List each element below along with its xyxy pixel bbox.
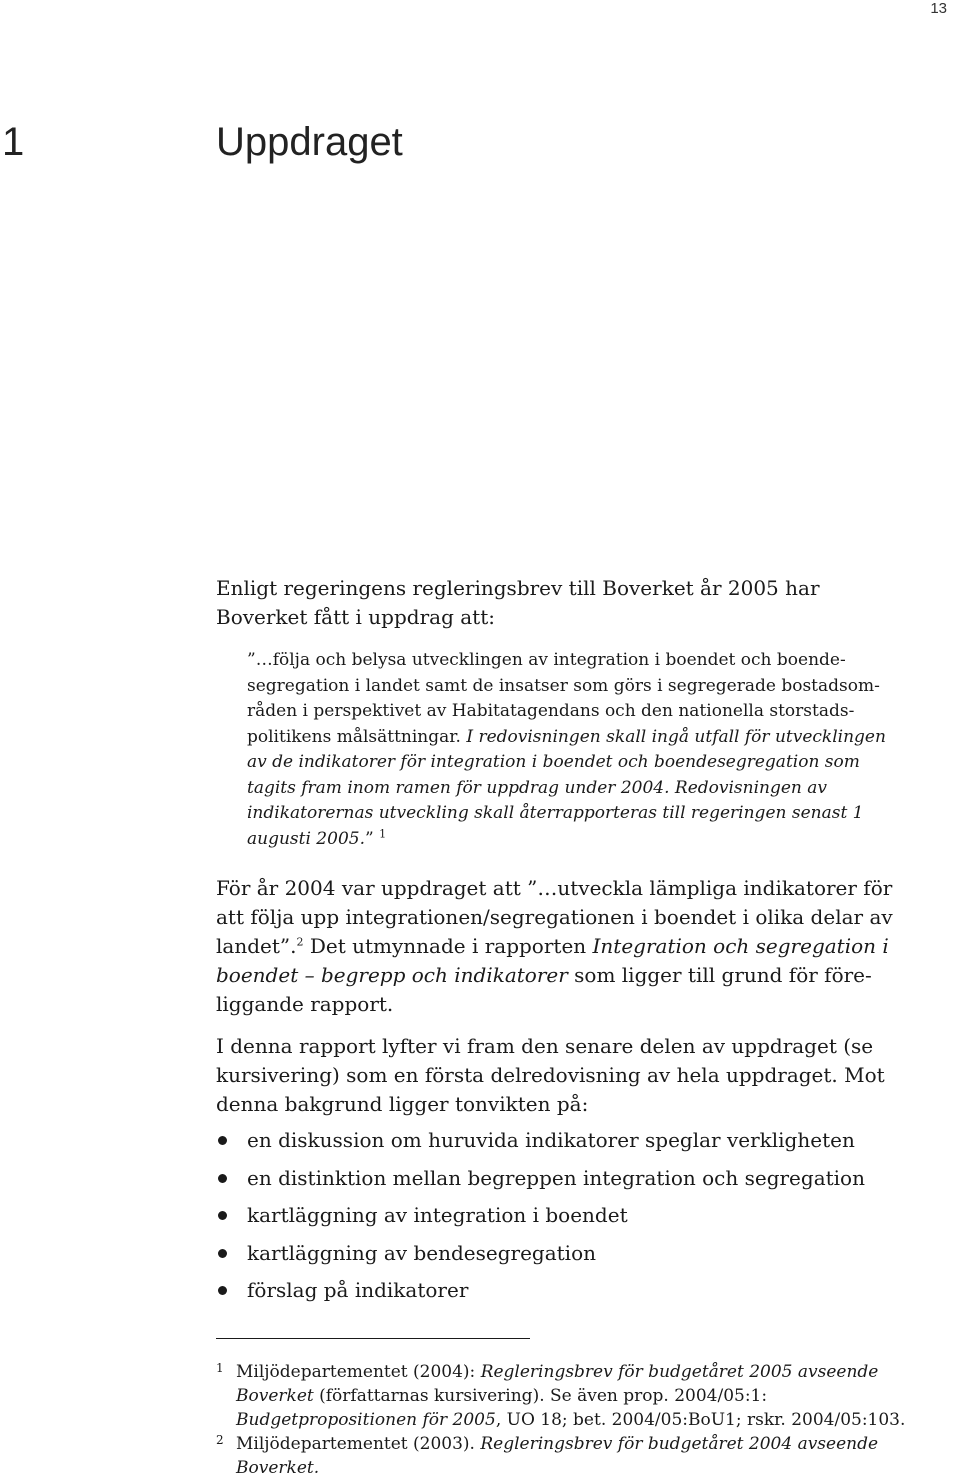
- list-item-text: kartläggning av bendesegregation: [247, 1240, 597, 1265]
- page-number: 13: [930, 0, 947, 17]
- list-item: [216, 1276, 916, 1314]
- list-item: [216, 1239, 916, 1277]
- footnote-italic: Regleringsbrev för budgetåret 2004 avseende Boverket.: [236, 1434, 879, 1478]
- bullet-icon: [218, 1136, 227, 1145]
- footnote-text: Miljödepartementet (2004):: [236, 1362, 481, 1382]
- para2-text-b: Det utmynnade i rapporten: [303, 934, 593, 958]
- chapter-number: 1: [2, 120, 25, 164]
- list-item: [216, 1126, 916, 1164]
- footnotes: [216, 1360, 916, 1480]
- task-2004-paragraph: [216, 874, 916, 1019]
- list-item: [216, 1201, 916, 1239]
- footnote-text: , UO 18; bet. 2004/05:BoU1; rskr. 2004/05:103.: [495, 1410, 906, 1430]
- bullet-icon: [218, 1286, 227, 1295]
- footnote-text: (författarnas kursivering). Se även prop. 2004/05:1:: [313, 1386, 768, 1406]
- focus-list: [216, 1126, 916, 1314]
- chapter-title: Uppdraget: [216, 120, 403, 164]
- intro-paragraph: Enligt regeringens regleringsbrev till Boverket år 2005 har Boverket fått i uppdrag att:: [216, 576, 820, 629]
- footnote-ref-2: 2: [296, 935, 304, 949]
- list-item-text: kartläggning av integration i boendet: [247, 1203, 628, 1227]
- footnote-number: 1: [216, 1361, 224, 1375]
- report-title: Integration och segregation i boendet – begrepp och indikatorer: [216, 934, 889, 987]
- quote-plain-text: …följa och belysa utvecklingen av integration i boendet och boendesegregation i landet samt de insatser som görs i segregerade bostadsområden i perspektivet av Habitatagendans och den nationella storstadspolitikens målsättningar.: [247, 650, 880, 747]
- footnote-number: 2: [216, 1433, 224, 1447]
- list-item-text: en diskussion om huruvida indikatorer speglar verkligheten: [247, 1128, 855, 1152]
- footnote-2: [216, 1432, 916, 1480]
- quote-open-mark: ”: [247, 650, 256, 670]
- bullet-icon: [218, 1174, 227, 1183]
- quote-italic-text: I redovisningen skall ingå utfall för utvecklingen av de indikatorer för integration i boendet och boendesegregation som tagits fram inom ramen för uppdrag under 2004. Redovisningen av indikatorernas utveckling skall återrapporteras till regeringen senast 1 augusti 2005.: [247, 726, 886, 849]
- list-item-text: en distinktion mellan begreppen integration och segregation: [247, 1165, 865, 1190]
- footnote-divider: [216, 1338, 530, 1339]
- para2-text-a: För år 2004 var uppdraget att ”…utveckla lämpliga indikatorer för att följa upp integrationen/segregationen i boendet i olika delar av landet”.: [216, 876, 893, 958]
- footnote-ref-1: 1: [379, 826, 387, 840]
- footnote-italic: Budgetpropositionen för 2005: [236, 1410, 496, 1430]
- footnote-italic: Regleringsbrev för budgetåret 2005 avseende Boverket: [236, 1362, 879, 1406]
- footnote-text: Miljödepartementet (2003).: [236, 1434, 481, 1454]
- list-item: [216, 1164, 916, 1202]
- quote-paragraph: [247, 648, 887, 852]
- list-item-text: förslag på indikatorer: [247, 1278, 469, 1302]
- bullet-icon: [218, 1211, 227, 1220]
- footnote-1: [216, 1360, 916, 1432]
- quote-close-mark: ”: [364, 828, 380, 849]
- focus-paragraph: I denna rapport lyfter vi fram den senare delen av uppdraget (se kursivering) som en första delredovisning av hela uppdraget. Mot denna bakgrund ligger tonvikten på:: [216, 1034, 885, 1116]
- bullet-icon: [218, 1249, 227, 1258]
- para2-text-c: som ligger till grund för föreliggande rapport.: [216, 963, 872, 1016]
